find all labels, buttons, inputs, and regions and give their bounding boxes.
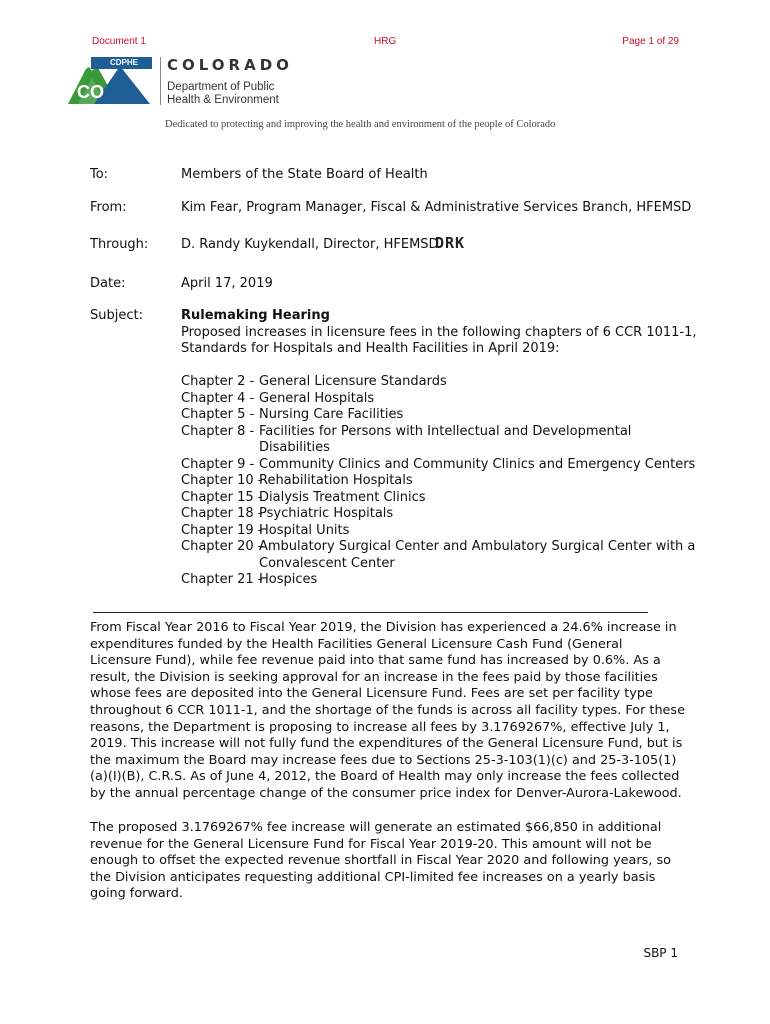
chapter-number: Chapter 21 - bbox=[181, 572, 263, 587]
chapter-number: Chapter 8 - bbox=[181, 423, 255, 439]
through-label: Through: bbox=[90, 237, 149, 252]
from-label: From: bbox=[90, 200, 127, 215]
date-label: Date: bbox=[90, 276, 126, 291]
subject-line-2: Standards for Hospitals and Health Facilities in April 2019: bbox=[181, 341, 560, 356]
chapter-title: Dialysis Treatment Clinics bbox=[259, 489, 426, 505]
chapter-item bbox=[181, 490, 701, 507]
chapter-title: General Hospitals bbox=[259, 390, 375, 406]
chapter-item bbox=[181, 523, 701, 540]
footer-page-label: SBP 1 bbox=[643, 946, 678, 960]
chapter-number: Chapter 18 - bbox=[181, 506, 263, 521]
chapter-title: Community Clinics and Community Clinics and Emergency Centers bbox=[259, 456, 696, 472]
chapter-title: Rehabilitation Hospitals bbox=[259, 473, 413, 488]
chapter-list bbox=[181, 374, 701, 589]
logo-state-name: COLORADO bbox=[167, 56, 293, 74]
cdphe-logo bbox=[68, 54, 158, 106]
subject-line-1: Proposed increases in licensure fees in the following chapters of 6 CCR 1011-1, bbox=[181, 325, 697, 340]
chapter-title: Nursing Care Facilities bbox=[259, 407, 404, 422]
document-code: HRG bbox=[374, 36, 397, 47]
chapter-item bbox=[181, 506, 701, 523]
body-paragraph-2: The proposed 3.1769267% fee increase will generate an estimated $66,850 in additional revenue for the General Licensure Fund for Fiscal Year 2019-20. This amount will not be enough to offset the expected revenue shortfall in Fiscal Year 2020 and following years, so the Division anticipates requesting additional CPI-limited fee increases on a yearly basis going forward. bbox=[90, 820, 671, 902]
logo-dept-line2: Health & Environment bbox=[167, 94, 279, 106]
subject-label: Subject: bbox=[90, 308, 143, 323]
chapter-number: Chapter 2 - bbox=[181, 374, 255, 389]
subject-title: Rulemaking Hearing bbox=[181, 308, 330, 323]
chapter-title: Facilities for Persons with Intellectual and Developmental Disabilities bbox=[259, 423, 632, 455]
chapter-item bbox=[181, 374, 701, 391]
body-paragraph-1: From Fiscal Year 2016 to Fiscal Year 2019, the Division has experienced a 24.6% increase in expenditures funded by the Health Facilities General Licensure Cash Fund (General Licensure Fund), while fee revenue paid into that same fund has increased by 0.6%. As a result, the Division is seeking approval for an increase in the fees paid by those facilities whose fees are deposited into the General Licensure Fund. Fees are set per facility type throughout 6 CCR 1011-1, and the shortage of the funds is across all facility types. For these reasons, the Department is proposing to increase all fees by 3.1769267%, effective July 1, 2019. This increase will not fully fund the expenditures of the General Licensure Fund, but is the maximum the Board may increase fees due to Sections 25-3-103(1)(c) and 25-3-105(1)(a)(I)(B), C.R.S. As of June 4, 2012, the Board of Health may only increase the fees collected by the annual percentage change of the consumer price index for Denver-Aurora-Lakewood. bbox=[90, 620, 685, 801]
logo-co-text: CO bbox=[77, 82, 104, 102]
logo-tm: TM bbox=[122, 98, 128, 103]
to-label: To: bbox=[90, 167, 109, 182]
chapter-number: Chapter 10 - bbox=[181, 473, 263, 488]
through-value: D. Randy Kuykendall, Director, HFEMSD bbox=[181, 237, 439, 252]
logo-badge-text: CDPHE bbox=[109, 58, 138, 67]
to-value: Members of the State Board of Health bbox=[181, 167, 428, 182]
chapter-number: Chapter 20 – bbox=[181, 539, 265, 554]
from-value: Kim Fear, Program Manager, Fiscal & Administrative Services Branch, HFEMSD bbox=[181, 200, 692, 215]
document-label: Document 1 bbox=[92, 36, 146, 47]
chapter-number: Chapter 5 - bbox=[181, 407, 255, 422]
chapter-item bbox=[181, 407, 701, 424]
chapter-item bbox=[181, 391, 701, 408]
initials-signature: DRK bbox=[435, 234, 466, 252]
chapter-number: Chapter 19 - bbox=[181, 522, 263, 538]
chapter-title: Hospices bbox=[259, 572, 318, 587]
section-divider bbox=[93, 612, 648, 613]
logo-dept-line1: Department of Public bbox=[167, 81, 275, 93]
chapter-item bbox=[181, 424, 701, 457]
date-value: April 17, 2019 bbox=[181, 276, 273, 291]
chapter-item bbox=[181, 457, 701, 474]
tagline: Dedicated to protecting and improving the health and environment of the people of Colorado bbox=[165, 119, 556, 130]
chapter-title: Ambulatory Surgical Center and Ambulatory Surgical Center with a Convalescent Center bbox=[259, 539, 696, 571]
chapter-number: Chapter 15 - bbox=[181, 489, 263, 505]
logo-divider bbox=[160, 57, 161, 105]
chapter-item bbox=[181, 539, 701, 572]
chapter-title: Hospital Units bbox=[259, 522, 350, 538]
chapter-number: Chapter 9 - bbox=[181, 456, 255, 472]
chapter-title: Psychiatric Hospitals bbox=[259, 506, 394, 521]
chapter-number: Chapter 4 - bbox=[181, 390, 255, 406]
page-indicator: Page 1 of 29 bbox=[622, 36, 679, 47]
chapter-item bbox=[181, 473, 701, 490]
chapter-title: General Licensure Standards bbox=[259, 374, 447, 389]
chapter-item bbox=[181, 572, 701, 589]
